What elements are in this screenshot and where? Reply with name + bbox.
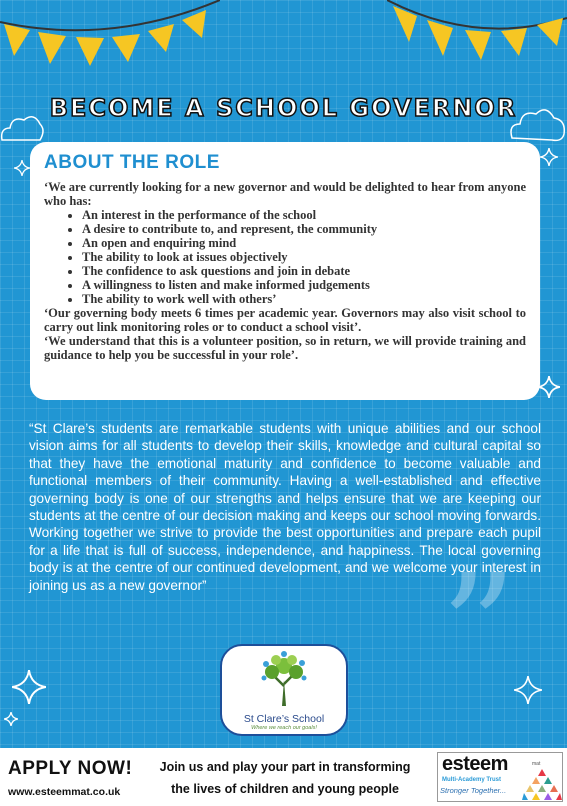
page-title: BECOME A SCHOOL GOVERNOR: [49, 94, 518, 122]
list-item: • The ability to work well with others’: [82, 292, 526, 306]
list-item: • The ability to look at issues objectively: [82, 250, 526, 264]
apply-now-heading: APPLY NOW!: [8, 758, 133, 779]
people-pyramid-icon: [522, 767, 562, 801]
sparkle-icon: [4, 712, 18, 726]
website-link[interactable]: www.esteemmat.co.uk: [8, 786, 121, 798]
requirements-list: [44, 208, 526, 306]
tagline-line-1: Join us and play your part in transforming: [159, 760, 411, 774]
esteem-trust-logo: [437, 752, 563, 802]
head-quote: “St Clare’s students are remarkable students with unique abilities and our school vision aims for all students to develop their skills, knowledge and cultural capital so that they have the emotional maturity and confidence to become valuable and functional members of their community. Having a well-established and effective governing body is one of our strengths and helps ensure that we are keeping our students at the centre of our decision making and keeps our school moving forwards. Working together we strive to provide the best opportunities and prepare each pupil for a life that is full of success, independence, and happiness. The local governing body is at the centre of our continued development, and we welcome your interest in joining us as a new governor”: [29, 421, 541, 593]
footer: [0, 748, 567, 806]
school-name: St Clare’s School: [243, 713, 325, 725]
about-intro: ‘We are currently looking for a new governor and would be delighted to hear from anyone who has:: [44, 180, 526, 208]
sparkle-icon: [514, 676, 542, 704]
quote-mark-icon: ”: [440, 543, 517, 717]
trust-slogan: Stronger Together...: [440, 786, 507, 795]
list-item: • An open and enquiring mind: [82, 236, 526, 250]
sparkle-icon: [12, 670, 46, 704]
about-role-text: [44, 180, 526, 362]
school-logo-card: [220, 644, 348, 736]
trust-mat-label: mat: [532, 761, 541, 767]
school-tagline: Where we reach our goals!: [251, 725, 317, 731]
list-item: • An interest in the performance of the school: [82, 208, 526, 222]
sparkle-icon: [14, 160, 30, 176]
footer-tagline: [140, 756, 430, 800]
list-item: • A willingness to listen and make informed judgements: [82, 278, 526, 292]
list-item: • A desire to contribute to, and represent, the community: [82, 222, 526, 236]
tree-logo-icon: [254, 650, 314, 708]
bunting-right: [387, 0, 567, 70]
sparkle-icon: [540, 148, 558, 166]
bunting-left: [0, 0, 220, 70]
trust-name: esteem: [442, 753, 508, 775]
about-role-card: [30, 142, 540, 400]
sparkle-icon: [538, 376, 560, 398]
trust-subtitle: Multi-Academy Trust: [442, 777, 502, 783]
about-meetings: ‘Our governing body meets 6 times per academic year. Governors may also visit school to carry out link monitoring roles or to conduct a school visit’.: [44, 306, 526, 334]
about-role-heading: ABOUT THE ROLE: [44, 152, 220, 173]
about-volunteer: ‘We understand that this is a volunteer position, so in return, we will provide training and guidance to help you be successful in your role’.: [44, 334, 526, 362]
list-item: • The confidence to ask questions and join in debate: [82, 264, 526, 278]
tagline-line-2: the lives of children and young people: [171, 782, 399, 796]
